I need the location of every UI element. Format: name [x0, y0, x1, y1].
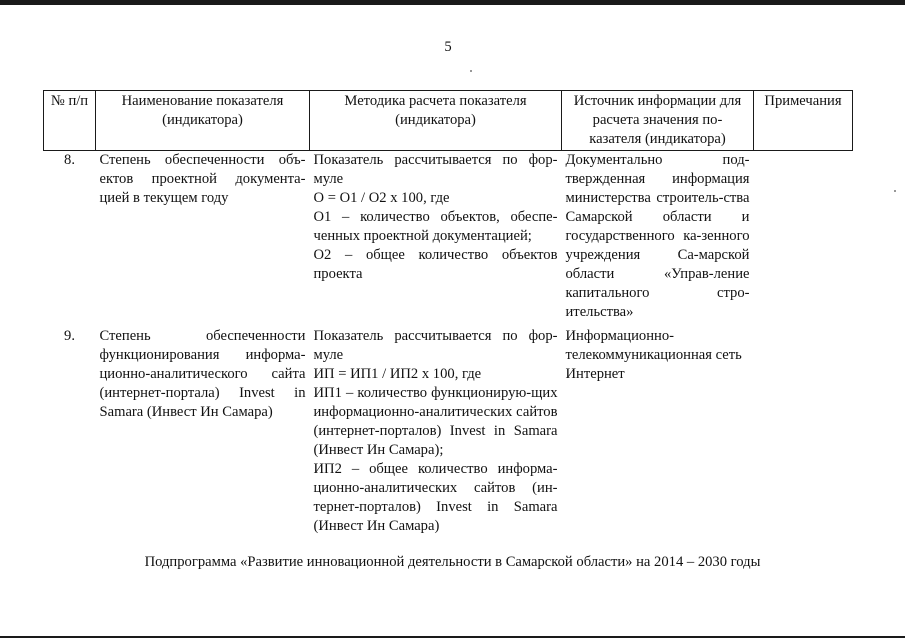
indicators-table — [43, 90, 853, 536]
page-number: 5 — [444, 39, 452, 55]
method-formula: О = О1 / О2 х 100, где — [313, 190, 450, 206]
method-cell — [310, 327, 562, 536]
table-row — [44, 327, 853, 536]
subprogram-caption: Подпрограмма «Развитие инновационной деятельности в Самарской области» на 2014 – 2030 годы — [144, 554, 761, 570]
method-line: О2 – общее количество объектов проекта — [313, 247, 558, 282]
header-number: № п/п — [44, 91, 96, 151]
table-header-row — [44, 91, 853, 151]
method-line: О1 – количество объектов, обеспе-ченных проектной документацией; — [313, 209, 558, 244]
source-cell: Информационно-телекоммуникационная сеть Интернет — [565, 328, 742, 382]
source-cell: Документально под-твержденная информация министерства строитель-ства Самарской области и государственного ка-зенного учреждения Са-марской области «Управ-ление капитального стро-ительства» — [565, 152, 750, 320]
indicator-name: Степень обеспеченности функционирования информа-ционно-аналитического сайта (интернет-портала) Invest in Samara (Инвест Ин Самара) — [99, 328, 306, 420]
method-line: ИП2 – общее количество информа-ционно-аналитических сайтов (ин-тернет-порталов) Invest in Samara (Инвест Ин Самара) — [313, 461, 558, 534]
row-number: 9. — [64, 328, 75, 344]
method-line: Показатель рассчитывается по фор-муле — [313, 152, 558, 187]
header-notes: Примечания — [754, 91, 853, 151]
row-number: 8. — [64, 152, 75, 168]
top-border — [0, 0, 905, 5]
indicator-name: Степень обеспеченности объ-ектов проектной документа-цией в текущем году — [99, 152, 306, 206]
header-method: Методика расчета показателя (индикатора) — [310, 91, 562, 151]
notes-cell — [754, 151, 853, 328]
header-source: Источник информации для расчета значения по-казателя (индикатора) — [562, 91, 754, 151]
header-indicator-name: Наименование показателя (индикатора) — [96, 91, 310, 151]
table-row — [44, 151, 853, 328]
method-line: Показатель рассчитывается по фор-муле — [313, 328, 558, 363]
method-line: ИП1 – количество функционирую-щих информационно-аналитических сайтов (интернет-порталов) Invest in Samara (Инвест Ин Самара); — [313, 385, 558, 458]
method-formula: ИП = ИП1 / ИП2 х 100, где — [313, 366, 482, 382]
scan-speck — [894, 190, 896, 192]
method-cell — [310, 151, 562, 328]
bottom-border — [0, 636, 905, 638]
notes-cell — [754, 327, 853, 536]
scan-speck — [470, 70, 472, 72]
